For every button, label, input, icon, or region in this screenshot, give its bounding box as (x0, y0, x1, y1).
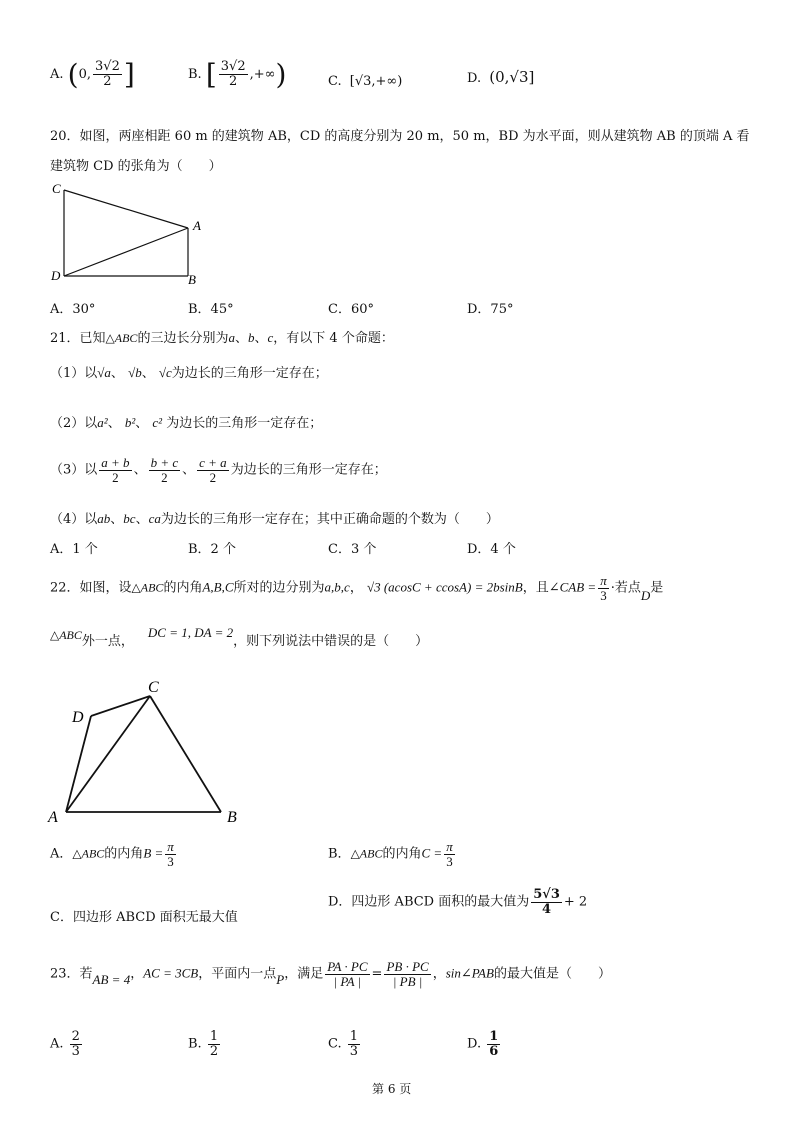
q23-option-a: A. $\frac{2}{3}$ (50, 1029, 80, 1059)
q22-label-b: B (227, 809, 237, 826)
q23-option-d: D. $\frac{1}{6}$ (467, 1029, 499, 1059)
q19-option-b: B. [ $\frac{3√2}{2}$ ,+∞) (188, 58, 287, 91)
q23-stem: 23．若AB = 4，AC = 3CB，平面内一点P，满足 $\frac{PA \cdot PC}{| PA |}$ = $\frac{PB \cdot PC}{| PB |}$ ，sin∠PAB的最大值是（ ） (50, 959, 611, 989)
q19-option-a: A. (0, $\frac{3√2}{2}$ ] (50, 58, 135, 91)
q23-option-c: C. $\frac{1}{3}$ (328, 1029, 359, 1059)
q21-option-c: C．3 个 (328, 542, 377, 557)
q19-option-d: D. (0,√3] (467, 68, 535, 86)
q23-option-b: B. $\frac{1}{2}$ (188, 1029, 219, 1059)
q20-label-a: A (193, 218, 201, 233)
q22-option-c: C．四边形 ABCD 面积无最大值 (50, 910, 238, 925)
q21-option-a: A．1 个 (50, 542, 98, 557)
q21-prop-1: （1）以√a、 √b、 √c为边长的三角形一定存在； (50, 365, 328, 381)
q20-label-c: C (52, 181, 61, 196)
q20-stem-line1: 20．如图，两座相距 60 m 的建筑物 AB，CD 的高度分别为 20 m，50 m，BD 为水平面，则从建筑物 AB 的顶端 A 看 (50, 129, 750, 144)
q22-option-b: B．△ABC的内角C = $\frac{\pi}{3}$ (328, 839, 453, 869)
q20-option-d: D．75° (467, 302, 514, 317)
q22-figure (44, 676, 254, 826)
page-number: 第 6 页 (372, 1082, 412, 1096)
q21-prop-4: （4）以ab、bc、ca为边长的三角形一定存在；其中正确命题的个数为（ ） (50, 511, 499, 527)
q22-stem-line2: △ABC外一点，DC = 1, DA = 2，则下列说法中错误的是（ ） (50, 625, 429, 649)
q22-label-a: A (48, 809, 58, 826)
q20-label-d: D (51, 268, 61, 283)
q20-option-b: B．45° (188, 302, 234, 317)
q22-label-c: C (148, 679, 159, 696)
q21-option-d: D．4 个 (467, 542, 516, 557)
q22-option-a: A．△ABC的内角B = $\frac{\pi}{3}$ (50, 839, 174, 869)
q19-option-a-letter: A. (50, 67, 64, 82)
q20-stem-line2: 建筑物 CD 的张角为（ ） (50, 159, 222, 174)
q20-option-a: A．30° (50, 302, 96, 317)
q21-stem: 21．已知△ABC的三边长分别为a、b、c，有以下 4 个命题： (50, 330, 394, 346)
q22-option-d: D．四边形 ABCD 面积的最大值为 $\frac{5√3}{4}$ + 2 (328, 887, 588, 917)
q21-prop-3: （3）以 $\frac{a + b}{2}$ 、 $\frac{b + c}{2}$ 、 $\frac{c + a}{2}$ 为边长的三角形一定存在； (50, 455, 387, 485)
q21-option-b: B．2 个 (188, 542, 236, 557)
q21-prop-2: （2）以a²、 b²、 c² 为边长的三角形一定存在； (50, 415, 323, 431)
q20-label-b: B (188, 272, 196, 287)
q19-option-b-letter: B. (188, 67, 202, 82)
q22-label-d: D (72, 709, 84, 726)
q20-figure (48, 178, 218, 288)
q22-stem-line1: 22．如图，设△ABC的内角A,B,C所对的边分别为a,b,c， √3 (acosC + ccosA) = 2bsinB，且∠CAB = $\frac{\pi}{3}$ ·若点D是 (50, 573, 664, 603)
q19-option-c: C. [√3,+∞) (328, 74, 403, 89)
q20-option-c: C．60° (328, 302, 374, 317)
